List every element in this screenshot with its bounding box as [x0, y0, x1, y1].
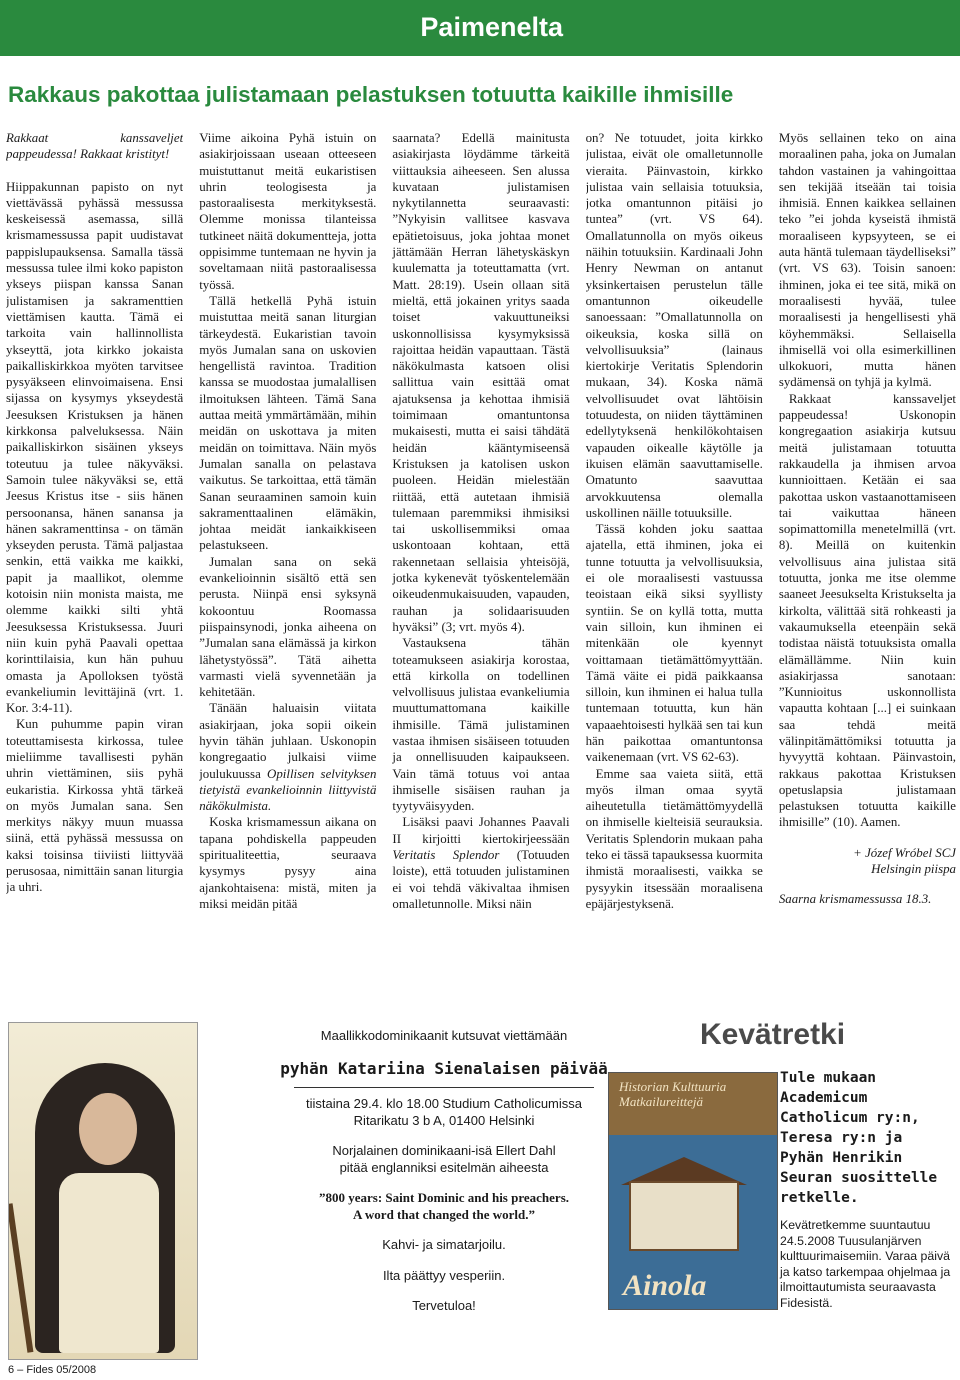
- event-time-place: [214, 1096, 674, 1129]
- portrait-robe-shape: [59, 1173, 159, 1353]
- event-talk-title: [214, 1190, 674, 1223]
- article-headline: Rakkaus pakottaa julistamaan pelastuksen totuutta kaikille ihmisille: [8, 82, 734, 107]
- event-talk-line-2: A word that changed the world.”: [352, 1206, 535, 1222]
- article-text: Lisäksi paavi Johannes Paavali II kirjoitti kiertokirjeessään: [392, 815, 570, 846]
- article-paragraph: Viime aikoina Pyhä istuin on asiakirjoissaan useaan otteeseen muistuttanut meitä eukaristisen uhrin teologisesta ja pastoraalisesta merkityksestä. Olemme monissa tilanteissa tutkineet näitä dokumentteja, jotta oppisimme tuntemaan ne hyvin ja soveltamaan niitä pastoraalisessa työssä.: [199, 131, 377, 292]
- event-time: tiistaina 29.4. klo 18.00 Studium Catholicumissa: [305, 1096, 583, 1111]
- article-paragraph: Hiippakunnan papisto on nyt viettävässä pyhässä messussa keskeisessä asemassa, sillä krismamessussa papit uudistavat pappislupauksensa. Samalla tässä messussa tulee ilmi koko papiston ykseys piispan kanssa Sanan julistamisen ja sakramenttien viettämisen kautta. Tämä ei tarkoita vain hallinnollista ykseyttä, jota kirkko jokaista paikalliskirkkoa myöten tarvitsee pysyäkseen elinvoimaisena. Ensi sijassa on kysymys ykseydestä Jeesuksen Kristuksen ja hänen kirkkonsa palveluksessa. Näin paikalliskirkon sisäinen ykseys toteutuu ja tulee näkyväksi. Samoin tulee näkyväksi se, että Jeesus Kristus itse - siis hänen persoonansa, hänen sanansa ja hänen sakramenttinsa - on tämän ykseyden perusta. Tämä paljastaa senkin, että vaikka me kaikki, papit ja maallikot, olemme kotoisin niin monista maista, me olemme kaikki silti yhtä Jeesuksessa Kristuksessa. Juuri niin kuin pyhä Paavali opettaa korinttilaisia, kun hän puhuu omasta ja Apolloksen työstä evankeliumin levittäjinä (vrt. 1. Kor. 3:4-11).: [6, 179, 184, 716]
- article-text: (Totuuden loiste), että totuuden julistaminen ei voi tehdä väkivaltaa ihmisen omalletunnolle. Miksi näin: [392, 848, 570, 911]
- book-cover-word: Ainola: [623, 1269, 707, 1302]
- article-paragraph: on? Ne totuudet, joita kirkko julistaa, eivät ole omalletunnolle vieraita. Päinvastoin, kirkko julistaa vain sellaisia totuuksia, jotka omantunnon pitäisi jo tuntea” (vrt. VS 64). Omallatunnolla on myös oikeus näihin totuuksiin. Kardinaali John Henry Newman on antanut yksinkertaisen perustelun tälle omantunnon oikeudelle sanoessaan: ”Omallatunnolla on oikeuksia, koska sillä on velvollisuuksia” (lainaus kiertokirje Veritatis Splendorin mukaan, 34). Koska nämä velvollisuudet ovat lähtöisin totuudesta, on niiden täyttäminen edellytyksenä henkilökohtaisen vapauden oikealle käytölle ja ikuisen elämän saavuttamiselle. Omatunto saavuttaa arvokkuutensa olemalla uskollinen näille totuuksille.: [585, 131, 763, 520]
- saint-catherine-image: [8, 1022, 198, 1360]
- article-paragraph: Myös sellainen teko on aina moraalinen paha, joka on Jumalan tahdon vastainen ja vahingoittaa sen tekijää itseään tai toisia ihmisiä. Ennen kaikkea sellainen teko ”ei johda kyseistä ihmistä moraaliseen kypsyyteen, se ei auta häntä tulemaan täydelliseksi” (vrt. VS 63). Toisin sanoen: ihminen, joka ei tee sitä, mikä on moraalisesti hyvää, tulee moraalisesti ja hengellisesti yhä köyhemmäksi. Sellaisella ihmisellä voi olla esimerkillinen ulkokuori, mutta hänen sydämensä on tyhjä ja kylmä.: [778, 131, 957, 390]
- event-speaker-note: pitää englanniksi esitelmän aiheesta: [339, 1159, 549, 1175]
- event-title: pyhän Katariina Sienalaisen päivää: [280, 1058, 608, 1078]
- article-lead: Rakkaat kanssaveljet pappeudessa! Rakkaat kristityt!: [6, 131, 184, 162]
- portrait-lily-branch: [8, 1203, 33, 1352]
- article-paragraph: Rakkaat kanssaveljet pappeudessa! Uskonopin kongregaation asiakirja kutsuu meitä julistamaan totuutta rakkaudella ja ihmisen arvoa kunnioittaen. Ketään ei saa pakottaa uskon vastaanottamiseen tai vaikuttaa häneen sopimattomilla menetelmillä (vrt. 8). Meillä on kuitenkin velvollisuus aina julistaa sitä totuutta, jonka me itse olemme saaneet Jeesukselta Kristukselta ja kirkolta, välittää sitä rohkeasti ja vakaumuksella eteenpäin sekä todistaa näistä totuuksista omalla elämällämme. Niin kuin asiakirjassa sanotaan: ”Kunnioitus uskonnollista vapautta kohtaan [...] ei suinkaan saa tehdä meitä välinpitämättömiksi totuutta ja hyvyyttä kohtaan. Päinvastoin, rakkaus pakottaa Kristuksen opetuslapsia julistamaan pelastuksen totuutta kaikille ihmisille” (10). Aamen.: [778, 391, 957, 830]
- event-vespers: Ilta päättyy vesperiin.: [382, 1267, 506, 1283]
- portrait-face-shape: [79, 1093, 137, 1165]
- article-column-5: [779, 130, 956, 1002]
- article-column-1: [6, 130, 183, 1002]
- book-cover-title: Historian Kulttuuria Matkailureittejä: [619, 1079, 727, 1109]
- event-refreshments: Kahvi- ja simatarjoilu.: [382, 1237, 506, 1252]
- article-paragraph: [199, 700, 376, 814]
- author-signature: [779, 845, 956, 878]
- spring-trip-title: Kevätretki: [700, 1018, 846, 1051]
- event-address: Ritarikatu 3 b A, 01400 Helsinki: [353, 1112, 535, 1128]
- article-paragraph: saarnata? Edellä mainitusta asiakirjasta löydämme tärkeitä viittauksia aiheeseen. Sen alussa kuvataan julistamisen nykytilannetta seuraavasti: ”Nykyisin vallitsee kasvava epätietoisuus, joka johtaa monet jättämään Herran lähetyskäskyn kuulematta ja toteuttamatta (vrt. Matt. 28:19). Usein ollaan sitä mieltä, että jokainen yritys saada toiset vakuuttuneiksi uskonnollisissa kysymyksissä rajoittaa heidän vapauttaan. Tästä näkökulmasta katsoen olisi sallittua vain esittää omat ajatuksensa ja kehottaa ihmisiä toimimaan omantuntonsa mukaisesti, mutta ei saisi tähdätä heidän kääntymiseensä Kristuksen ja katolisen uskon puoleen. Heidän mielestään riittää, että autetaan ihmisiä tulemaan paremmiksi ihmisiksi tai uskollisemmiksi omaa uskontoaan kohtaan, että rakennetaan sellaisia yhteisöjä, jotka kykenevät työskentelemään oikeudenmukaisuuden, vapauden, rauhan ja solidaarisuuden hyväksi” (3; vrt. myös 4).: [392, 131, 570, 634]
- page-footer: 6 – Fides 05/2008: [8, 1364, 97, 1376]
- article-column-4: [586, 130, 763, 1002]
- article-column-2: [199, 130, 376, 1002]
- article-paragraph: Tällä hetkellä Pyhä istuin muistuttaa meitä sanan liturgian tärkeydestä. Eukaristian tavoin myös Jumalan sana on uskovien hengellistä ravintoa. Tradition kanssa se muodostaa jumalallisen ilmoituksen lähteen. Tämä Sana auttaa meitä ymmärtämään, mihin meidän on uskottava ja miten meidän on toimittava. Näin myös Jumalan sanalla on pelastava vaikutus. Se tarkoittaa, että tämän Sanan seuraaminen samoin kuin sakramenttaalinen elämäkin, johtaa meidät iankaikkiseen pelastukseen.: [199, 293, 377, 553]
- encyclical-title: Veritatis Splendor: [392, 848, 500, 863]
- event-intro: Maallikkodominikaanit kutsuvat viettämään: [320, 1028, 568, 1043]
- book-cover-image: [608, 1072, 778, 1310]
- article-body: [6, 130, 956, 1002]
- article-paragraph: [392, 814, 569, 912]
- event-announcement: [214, 1022, 674, 1342]
- event-talk-line-1: ”800 years: Saint Dominic and his preachers.: [318, 1190, 569, 1205]
- section-title: Paimenelta: [420, 12, 563, 42]
- event-speaker-name: Norjalainen dominikaani-isä Ellert Dahl: [332, 1143, 556, 1158]
- article-column-3: [392, 130, 569, 1002]
- event-speaker: [214, 1143, 674, 1176]
- section-header-bar: [0, 0, 960, 56]
- article-text: Tänään haluaisin viitata asiakirjaan, joka sopii oikein hyvin tähän juhlaan. Uskonopin kongregaatio julkaisi viime joulukuussa: [199, 701, 377, 781]
- event-divider: [294, 1087, 594, 1088]
- article-paragraph: Emme saa vaieta siitä, että myös ilman omaa syytä aiheutetulla tietämättömyydellä on ihmiselle kielteisiä seurauksia. Veritatis Splendorin mukaan paha teko ei tässä tapauksessa kuormita ihmistä moraalisesti, vaikka se pysyykin itsessään moraalisena epäjärjestyksenä.: [585, 766, 763, 911]
- article-paragraph: Koska krismamessun aikana on tapana pohdiskella pappeuden spiritualiteettia, seuraava kysymys pysyy aina ajankohtaisena: mistä, miten ja miksi meidän pitää: [199, 815, 377, 911]
- document-title: Opillisen selvityksen tietyistä evankelioinnin liittyvistä näkökulmista.: [199, 766, 377, 814]
- article-paragraph: Tässä kohden joku saattaa ajatella, että ihminen, joka ei tunne totuutta ja velvollisuuksia, ei ole moraalisesti vastuussa teoistaan eikä siksi syyllisty syntiin. Se on kyllä totta, mutta vain silloin, kun ihminen ei mitenkään ole kyennyt voittamaan tietämättömyyttään. Tämä väite ei pidä paikkaansa silloin, kun ihminen ei halua tulla tuntemaan totuutta, kun hän vapaaehtoisesti hylkää sen tai kun hän paikottaa omantuntonsa vaikenemaan (vrt. VS 62-63).: [585, 522, 763, 765]
- spring-trip-details: Kevätretkemme suuntautuu 24.5.2008 Tuusulanjärven kulttuurimaisemiin. Varaa päivä ja katso tarkempaa ohjelmaa ja ilmoittautumista seuraavasta Fidesistä.: [780, 1218, 951, 1310]
- event-welcome: Tervetuloa!: [412, 1298, 476, 1313]
- article-paragraph: Jumalan sana on sekä evankelioinnin sisältö että sen perusta. Niinpä ensi syksynä kokoontuu Roomassa piispainsynodi, jonka aiheena on ”Jumalan sana elämässä ja kirkon lähetystyössä”. Tätä aihetta varmasti vielä syvennetään ja kehitetään.: [199, 554, 377, 700]
- spring-trip-invite: Tule mukaan Academicum Catholicum ry:n, Teresa ry:n ja Pyhän Henrikin Seuran suosittelle retkelle.: [780, 1070, 938, 1206]
- article-source: Saarna krismamessussa 18.3.: [778, 892, 932, 907]
- author-role: Helsingin piispa: [871, 862, 957, 877]
- article-paragraph: Vastauksena tähän toteamukseen asiakirja korostaa, että kirkolla on todellinen velvollisuus julistaa evankeliumia muuttumattomana kaikille ihmisille. Tämä julistaminen vastaa ihmisen sisäiseen totuuden ja onnellisuuden kaipaukseen. Vain tämä totuus voi antaa ihmiselle sisäisen rauhan ja tyytyväisyyden.: [392, 636, 570, 814]
- author-name: + Józef Wróbel SCJ: [853, 845, 957, 860]
- article-paragraph: Kun puhumme papin viran toteuttamisesta kirkossa, tulee mieliimme tavallisesti pyhän uhrin viettäminen, siis pyhä eukaristia. Kirkossa yhtä tärkeä on myös Jumalan sana. Sen merkitys näkyy muun muassa siinä, että pyhässä messussa on kaksi toisinsa tiiviisti liittyvää perusosaa, nimittäin sanan liturgia ja uhri.: [6, 717, 184, 895]
- house-shape: [629, 1181, 739, 1251]
